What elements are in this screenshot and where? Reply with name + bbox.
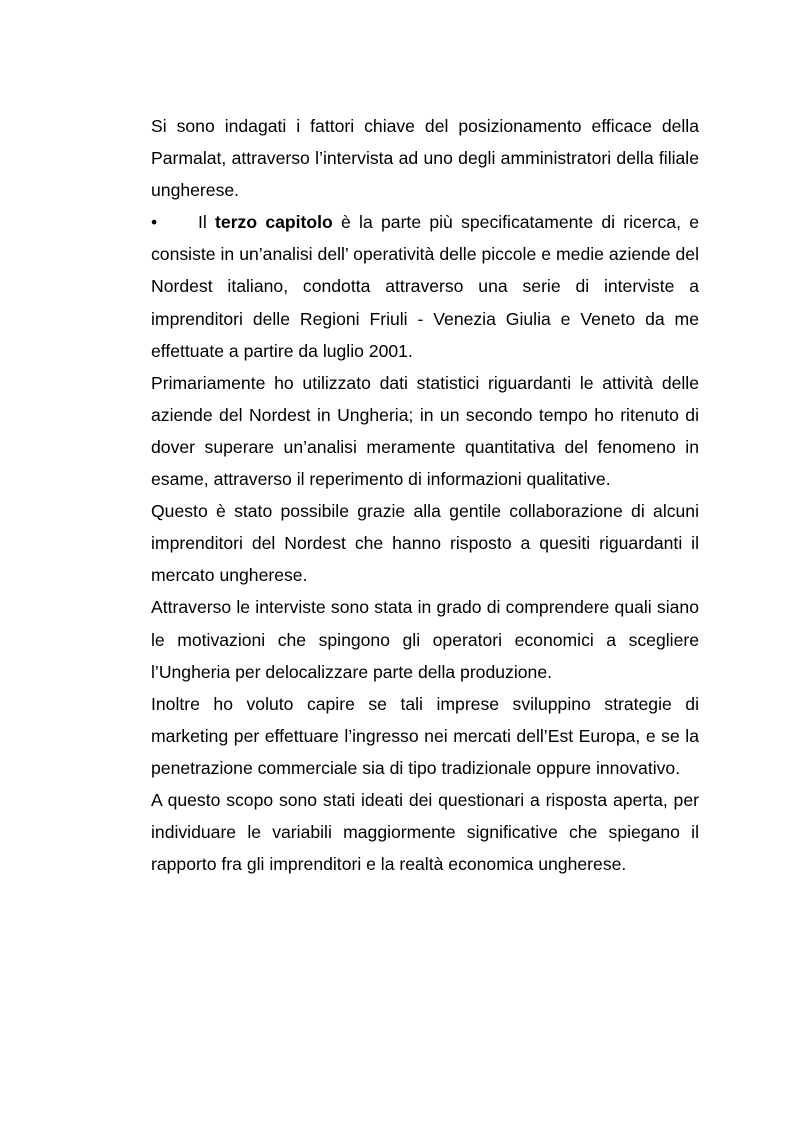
bullet-icon: • bbox=[151, 212, 158, 233]
bold-term-third-chapter: terzo capitolo bbox=[215, 212, 333, 233]
paragraph-marketing: Inoltre ho voluto capire se tali imprese sviluppino strategie di marketing per effettuare l’ingresso nei mercati dell’Est Europa, e se la penetrazione commerciale sia di tipo tradizionale oppure innovativo. bbox=[151, 693, 699, 778]
paragraph-collaboration: Questo è stato possibile grazie alla gentile collaborazione di alcuni imprenditori del Nordest che hanno risposto a quesiti riguardanti il mercato ungherese. bbox=[151, 501, 699, 586]
bullet-paragraph-third-chapter bbox=[151, 206, 699, 366]
paragraph-interviews: Attraverso le interviste sono stata in grado di comprendere quali siano le motivazioni che spingono gli operatori economici a scegliere l’Ungheria per delocalizzare parte della produzione. bbox=[151, 597, 699, 682]
paragraph-statistics: Primariamente ho utilizzato dati statistici riguardanti le attività delle aziende del Nordest in Ungheria; in un secondo tempo ho ritenuto di dover superare un’analisi meramente quantitativa del fenomeno in esame, attraverso il reperimento di informazioni qualitative. bbox=[151, 372, 699, 490]
paragraph-parmalat: Si sono indagati i fattori chiave del posizionamento efficace della Parmalat, attraverso l’intervista ad uno degli amministratori della filiale ungherese. bbox=[151, 116, 699, 201]
bullet-text-lead: Il bbox=[198, 212, 216, 233]
paragraph-questionnaires: A questo scopo sono stati ideati dei questionari a risposta aperta, per individuare le variabili maggiormente significative che spiegano il rapporto fra gli imprenditori e la realtà economica ungherese. bbox=[151, 789, 699, 875]
body-text bbox=[151, 110, 699, 880]
bullet-text-rest: è la parte più specificatamente di ricerca, e consiste in un’analisi dell’ operatività delle piccole e medie aziende del Nordest italiano, condotta attraverso una serie di interviste a imprenditori delle Regioni Friuli - Venezia Giulia e Veneto da me effettuate a partire da luglio 2001. bbox=[151, 212, 699, 361]
